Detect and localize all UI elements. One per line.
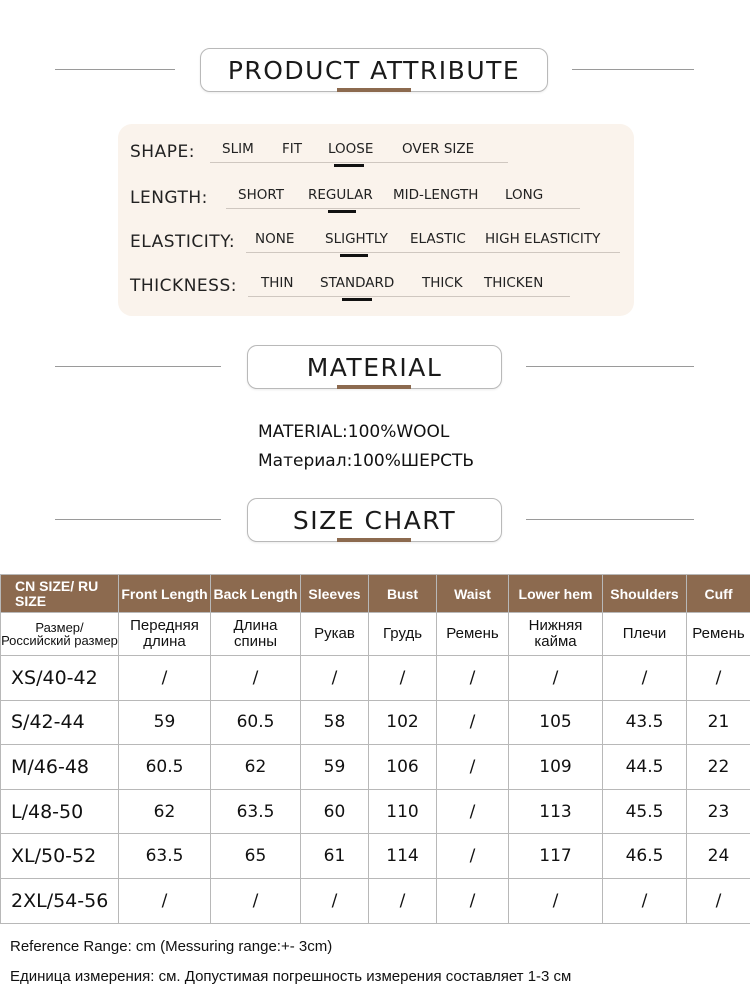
measurement-cell: /: [687, 878, 750, 923]
attr-option: MID-LENGTH: [393, 187, 479, 203]
measurement-cell: /: [119, 656, 211, 701]
measurement-cell: 114: [369, 834, 437, 879]
measurement-cell: 102: [369, 700, 437, 745]
measurement-cell: 22: [687, 745, 750, 790]
measurement-cell: 60: [301, 789, 369, 834]
attr-option: THIN: [261, 275, 294, 291]
measurement-cell: /: [437, 878, 509, 923]
column-header: Shoulders: [603, 575, 687, 613]
product-attribute-panel: [118, 124, 634, 316]
column-header: Sleeves: [301, 575, 369, 613]
measurement-cell: 63.5: [211, 789, 301, 834]
measurement-cell: 109: [509, 745, 603, 790]
attr-option-selected: SLIGHTLY: [325, 231, 388, 247]
header-rule-right: [572, 69, 694, 70]
measurement-cell: /: [369, 878, 437, 923]
table-row: [1, 878, 750, 923]
header-title: SIZE CHART: [292, 505, 457, 535]
measurement-cell: 117: [509, 834, 603, 879]
attr-option: FIT: [282, 141, 302, 157]
selected-marker: [328, 210, 356, 213]
measurement-cell: /: [119, 878, 211, 923]
measurement-cell: /: [211, 656, 301, 701]
attr-label: THICKNESS:: [130, 276, 237, 296]
measurement-cell: 61: [301, 834, 369, 879]
attr-row-elasticity: [130, 228, 630, 258]
attr-option: SLIM: [222, 141, 254, 157]
attr-option-selected: REGULAR: [308, 187, 373, 203]
measurement-cell: 45.5: [603, 789, 687, 834]
table-row: [1, 789, 750, 834]
measurement-cell: /: [437, 656, 509, 701]
attr-row-length: [130, 184, 630, 214]
attr-option: HIGH ELASTICITY: [485, 231, 601, 247]
attr-row-thickness: [130, 272, 630, 302]
attr-option: NONE: [255, 231, 295, 247]
table-row: [1, 700, 750, 745]
table-header-row-ru: [1, 613, 750, 656]
size-cell: XL/50-52: [1, 834, 119, 879]
attr-option-selected: LOOSE: [328, 141, 374, 157]
measurement-cell: /: [687, 656, 750, 701]
header-rule-left: [55, 519, 221, 520]
size-cell: S/42-44: [1, 700, 119, 745]
size-chart-table: [0, 574, 750, 924]
measurement-cell: 43.5: [603, 700, 687, 745]
table-row: [1, 834, 750, 879]
measurement-cell: /: [301, 656, 369, 701]
column-header: Waist: [437, 575, 509, 613]
size-cell: M/46-48: [1, 745, 119, 790]
header-rule-left: [55, 69, 175, 70]
measurement-cell: 46.5: [603, 834, 687, 879]
measurement-cell: /: [437, 745, 509, 790]
measurement-notes: [10, 932, 571, 992]
header-pill: [247, 498, 502, 542]
measurement-cell: /: [211, 878, 301, 923]
measurement-cell: /: [603, 878, 687, 923]
column-header: Cuff: [687, 575, 750, 613]
measurement-cell: 62: [211, 745, 301, 790]
measurement-cell: /: [509, 878, 603, 923]
attr-option-selected: STANDARD: [320, 275, 395, 291]
attr-option: LONG: [505, 187, 544, 203]
material-ru: Материал:100%ШЕРСТЬ: [258, 451, 474, 471]
column-header-ru: Рукав: [301, 613, 369, 656]
measurement-cell: /: [301, 878, 369, 923]
column-header-ru: Ремень: [687, 613, 750, 656]
selected-marker: [340, 254, 368, 257]
column-header-ru: Нижняя кайма: [509, 613, 603, 656]
column-header-ru: Грудь: [369, 613, 437, 656]
column-header: Front Length: [119, 575, 211, 613]
column-header-ru: Плечи: [603, 613, 687, 656]
attr-divider: [210, 162, 508, 163]
measurement-cell: 44.5: [603, 745, 687, 790]
product-attribute-header: [0, 48, 750, 92]
measurement-cell: 62: [119, 789, 211, 834]
header-accent: [337, 88, 411, 92]
table-row: [1, 745, 750, 790]
measurement-cell: 105: [509, 700, 603, 745]
size-rows: [1, 656, 750, 924]
column-header-ru: Размер/ Российский размер: [1, 613, 119, 656]
header-pill: [247, 345, 502, 389]
table-row: [1, 656, 750, 701]
header-title: MATERIAL: [306, 352, 443, 382]
attr-label: ELASTICITY:: [130, 232, 236, 252]
size-cell: L/48-50: [1, 789, 119, 834]
measurement-cell: /: [603, 656, 687, 701]
measurement-cell: 110: [369, 789, 437, 834]
column-header-ru: Ремень: [437, 613, 509, 656]
attr-option: THICKEN: [484, 275, 544, 291]
measurement-cell: 23: [687, 789, 750, 834]
table-header-row: [1, 575, 750, 613]
measurement-cell: 65: [211, 834, 301, 879]
measurement-cell: 59: [301, 745, 369, 790]
size-cell: 2XL/54-56: [1, 878, 119, 923]
selected-marker: [342, 298, 372, 301]
attr-option: SHORT: [238, 187, 284, 203]
measurement-cell: 60.5: [119, 745, 211, 790]
selected-marker: [334, 164, 364, 167]
measurement-cell: /: [437, 834, 509, 879]
measurement-cell: 113: [509, 789, 603, 834]
attr-row-shape: [130, 138, 630, 168]
measurement-cell: 106: [369, 745, 437, 790]
column-header: Lower hem: [509, 575, 603, 613]
column-header: CN SIZE/ RU SIZE: [1, 575, 119, 613]
measurement-cell: /: [509, 656, 603, 701]
size-cell: XS/40-42: [1, 656, 119, 701]
header-accent: [337, 538, 411, 542]
header-rule-left: [55, 366, 221, 367]
header-rule-right: [526, 366, 694, 367]
attr-option: THICK: [422, 275, 463, 291]
measurement-cell: /: [437, 789, 509, 834]
measurement-cell: 60.5: [211, 700, 301, 745]
measurement-cell: 63.5: [119, 834, 211, 879]
measurement-cell: 59: [119, 700, 211, 745]
measurement-cell: 21: [687, 700, 750, 745]
header-rule-right: [526, 519, 694, 520]
measurement-cell: 58: [301, 700, 369, 745]
column-header: Bust: [369, 575, 437, 613]
header-title: PRODUCT ATTRIBUTE: [227, 55, 521, 85]
measurement-cell: /: [437, 700, 509, 745]
material-info: [258, 418, 474, 476]
material-header: [0, 345, 750, 389]
attr-label: SHAPE:: [130, 142, 195, 162]
note-ru: Единица измерения: см. Допустимая погрешность измерения составляет 1-3 см: [10, 968, 572, 985]
measurement-cell: /: [369, 656, 437, 701]
size-chart-header: [0, 498, 750, 542]
column-header: Back Length: [211, 575, 301, 613]
attr-divider: [248, 296, 570, 297]
attr-label: LENGTH:: [130, 188, 208, 208]
attr-option: ELASTIC: [410, 231, 466, 247]
measurement-cell: 24: [687, 834, 750, 879]
header-pill: [200, 48, 548, 92]
column-header-ru: Передняя длина: [119, 613, 211, 656]
header-accent: [337, 385, 411, 389]
attr-option: OVER SIZE: [402, 141, 475, 157]
column-header-ru: Длина спины: [211, 613, 301, 656]
attr-divider: [226, 208, 580, 209]
note-en: Reference Range: cm (Messuring range:+- 3cm): [10, 938, 333, 955]
material-en: MATERIAL:100%WOOL: [258, 422, 450, 442]
attr-divider: [246, 252, 620, 253]
